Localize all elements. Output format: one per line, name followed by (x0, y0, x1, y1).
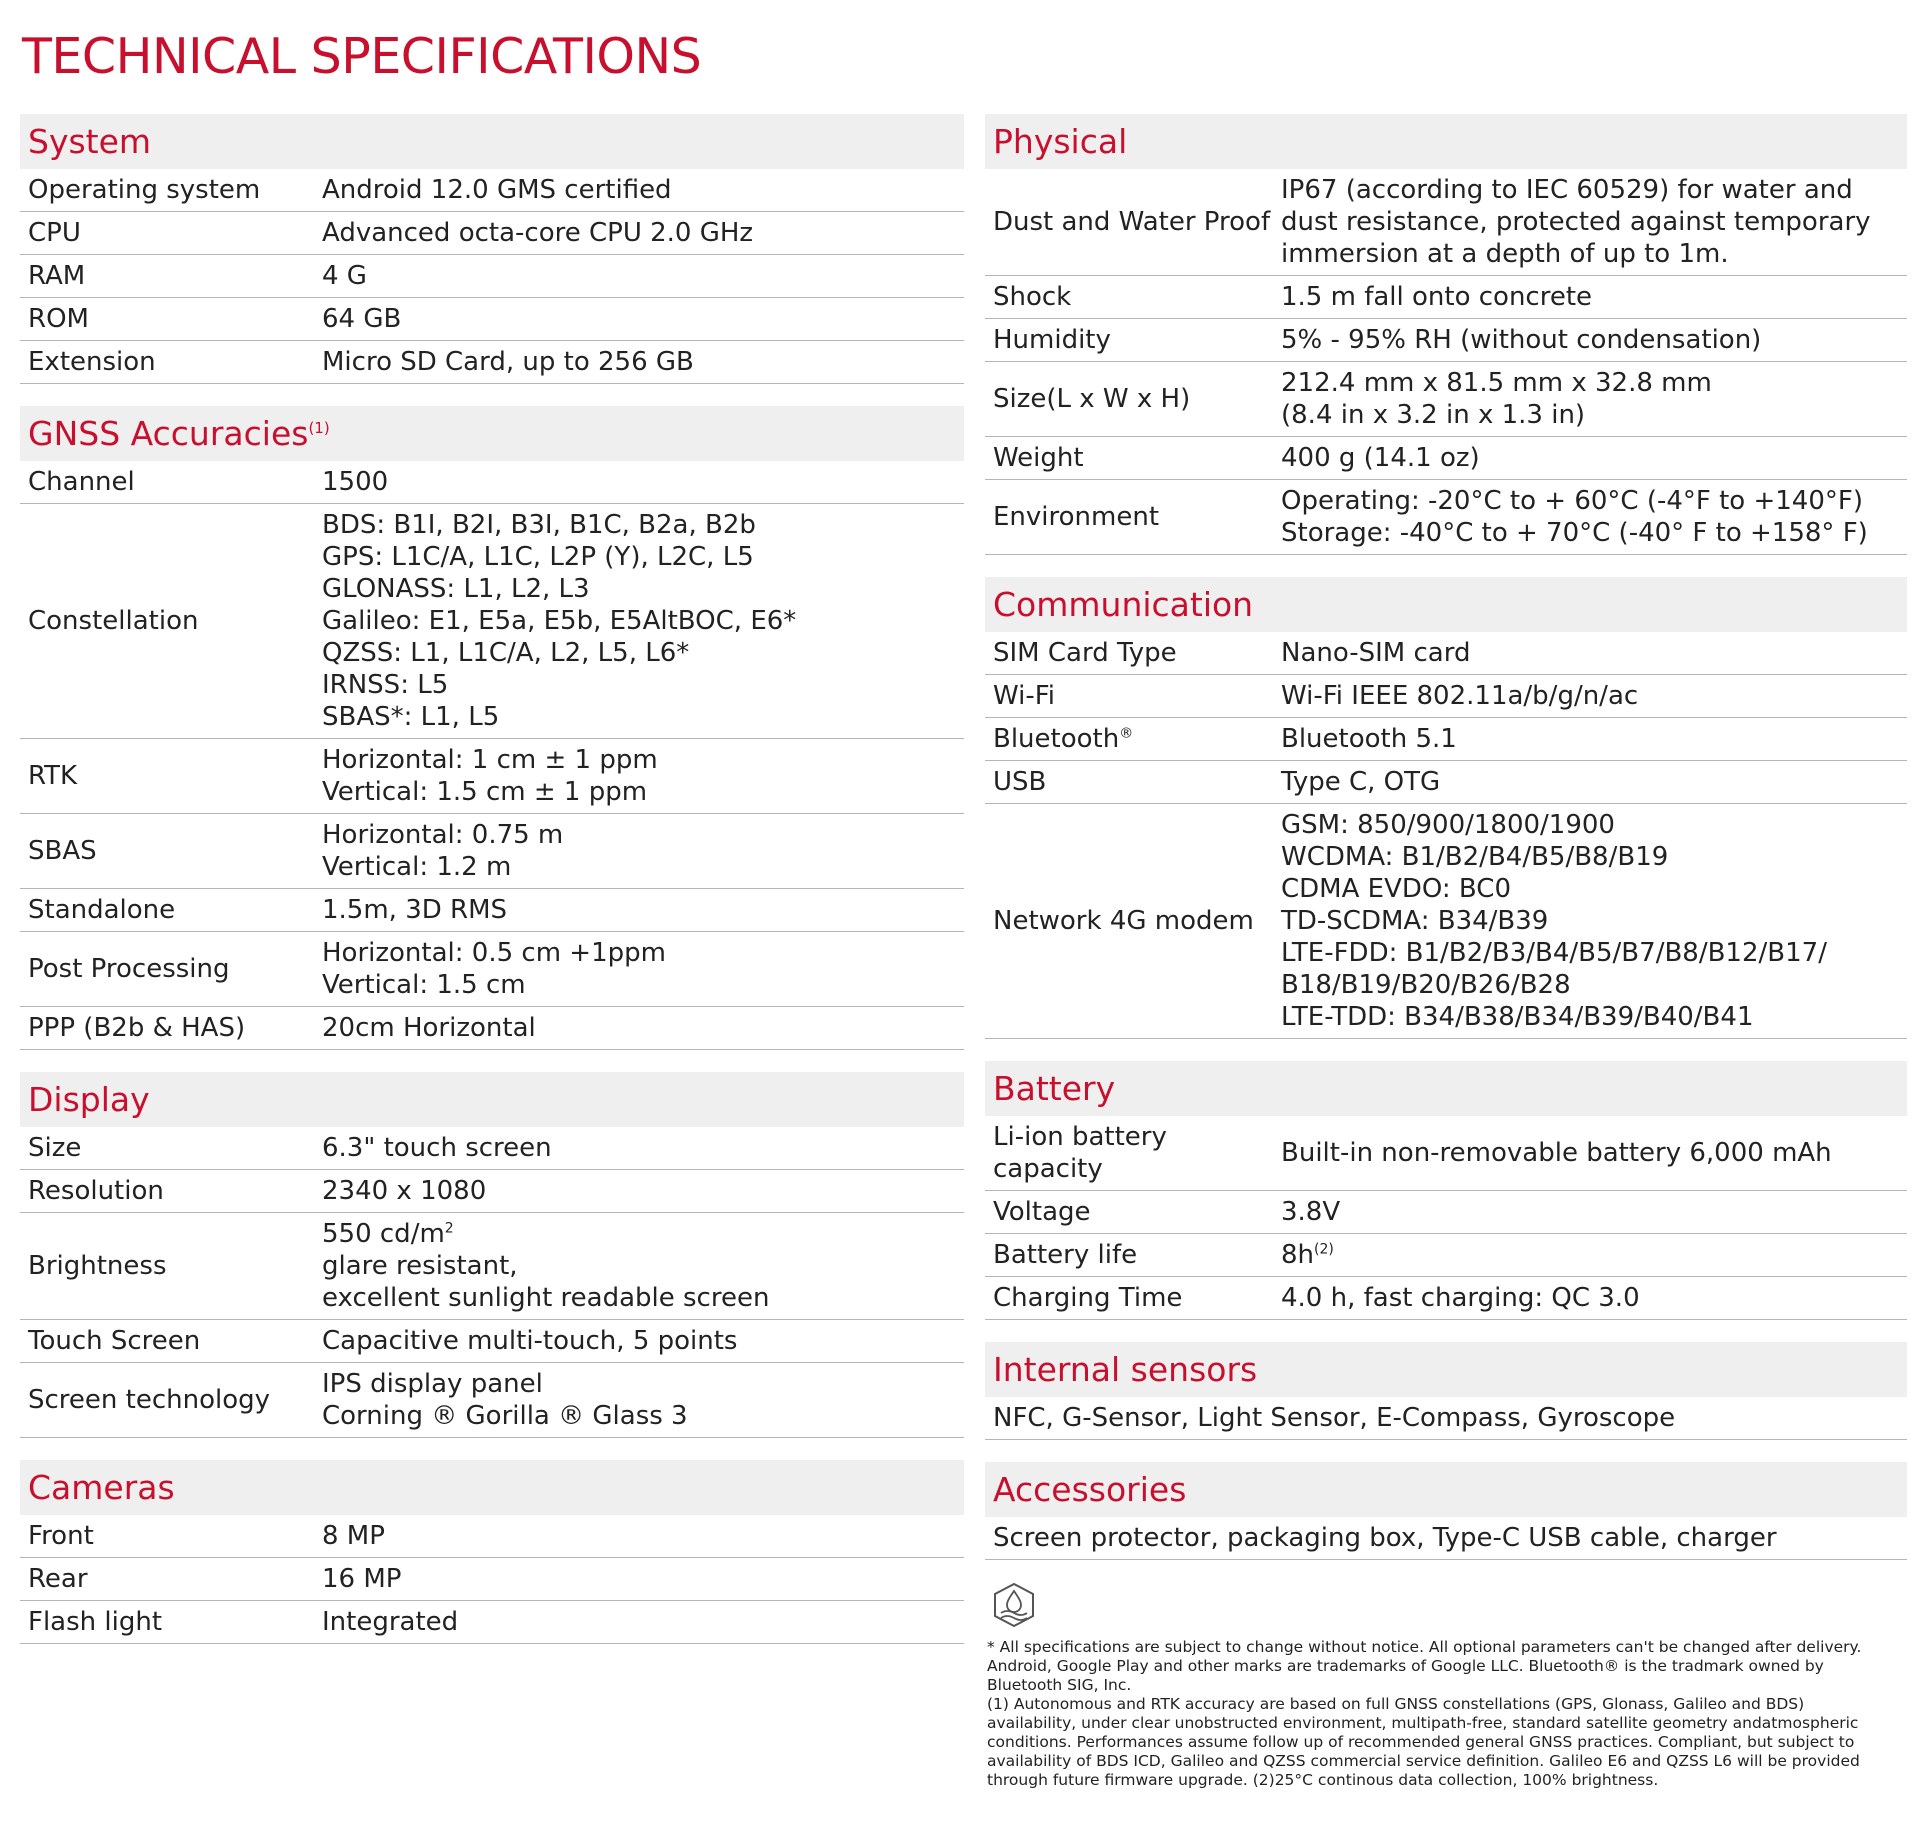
spec-value (322, 1563, 964, 1595)
spec-label (20, 835, 322, 867)
spec-label (20, 894, 322, 926)
spec-value (322, 1175, 964, 1207)
spec-value (1281, 723, 1907, 755)
spec-value-text: Wi-Fi IEEE 802.11a/b/g/n/ac (1281, 681, 1639, 711)
spec-label (985, 1121, 1281, 1185)
spec-row (985, 1234, 1907, 1277)
spec-label (20, 953, 322, 985)
spec-label-text: Front (28, 1521, 94, 1551)
spec-label-text: Extension (28, 347, 156, 377)
spec-value-text: 5% - 95% RH (without condensation) (1281, 325, 1762, 355)
section-header (985, 114, 1907, 169)
spec-label (985, 680, 1281, 712)
spec-label-text: Operating system (28, 175, 261, 205)
section-title-text: GNSS Accuracies (28, 414, 309, 453)
spec-value (322, 937, 964, 1001)
spec-label (985, 324, 1281, 356)
spec-value-text: 1.5 m fall onto concrete (1281, 282, 1593, 312)
spec-value (1281, 809, 1907, 1033)
spec-value (1281, 174, 1907, 270)
spec-label (20, 1250, 322, 1282)
spec-label (20, 217, 322, 249)
spec-row (985, 362, 1907, 437)
spec-row (20, 255, 964, 298)
spec-label (985, 1239, 1281, 1271)
spec-value (322, 1325, 964, 1357)
spec-value-text: 212.4 mm x 81.5 mm x 32.8 mm (8.4 in x 3.2 in x 1.3 in) (1281, 368, 1712, 430)
section-gnss-accuracies (20, 406, 964, 1050)
spec-label (20, 303, 322, 335)
spec-value-text: Horizontal: 0.75 m Vertical: 1.2 m (322, 820, 564, 882)
spec-value-text: 1.5m, 3D RMS (322, 895, 508, 925)
page-title: TECHNICAL SPECIFICATIONS (22, 28, 702, 85)
spec-row (20, 1515, 964, 1558)
section-title (993, 1069, 1115, 1108)
spec-label (985, 442, 1281, 474)
spec-value (322, 346, 964, 378)
spec-label (20, 260, 322, 292)
value-superscript: (2) (1314, 1241, 1334, 1258)
spec-label-text: Flash light (28, 1607, 163, 1637)
right-column (985, 114, 1907, 1790)
spec-value-text: 400 g (14.1 oz) (1281, 443, 1480, 473)
section-title (28, 414, 330, 453)
spec-label-text: CPU (28, 218, 81, 248)
spec-label-text: Post Processing (28, 954, 230, 984)
spec-value-text: Bluetooth 5.1 (1281, 724, 1457, 754)
spec-value-text: 8h (1281, 1240, 1315, 1270)
spec-row (20, 1320, 964, 1363)
spec-row (20, 169, 964, 212)
spec-label (20, 1563, 322, 1595)
spec-value (1281, 766, 1907, 798)
spec-value-text: 64 GB (322, 304, 402, 334)
spec-row (985, 480, 1907, 555)
spec-label-text: Bluetooth (993, 724, 1120, 754)
spec-row (20, 341, 964, 384)
spec-value (322, 744, 964, 808)
spec-value-text: 8 MP (322, 1521, 385, 1551)
spec-value (322, 303, 964, 335)
spec-row (985, 632, 1907, 675)
section-title (28, 1080, 150, 1119)
spec-label-text: RTK (28, 761, 78, 791)
spec-value (1281, 324, 1907, 356)
section-header (20, 114, 964, 169)
spec-value (322, 1012, 964, 1044)
spec-value-text: Micro SD Card, up to 256 GB (322, 347, 694, 377)
spec-label-text: Size(L x W x H) (993, 384, 1191, 414)
spec-label (20, 1606, 322, 1638)
spec-row (985, 1277, 1907, 1320)
spec-value-text: Android 12.0 GMS certified (322, 175, 672, 205)
section-title-text: System (28, 122, 152, 161)
spec-value (322, 1606, 964, 1638)
spec-value-text: 4 G (322, 261, 367, 291)
registered-mark: ® (1119, 725, 1134, 742)
spec-value (322, 894, 964, 926)
section-title (28, 1468, 175, 1507)
spec-value (322, 1218, 964, 1314)
section-title-text: Battery (993, 1069, 1116, 1108)
value-superscript: 2 (444, 1220, 454, 1237)
spec-row (20, 932, 964, 1007)
section-title-text: Display (28, 1080, 150, 1119)
section-title-text: Accessories (993, 1470, 1187, 1509)
section-title-text: Physical (993, 122, 1128, 161)
spec-label (20, 1012, 322, 1044)
spec-label-text: Brightness (28, 1251, 167, 1281)
spec-row (20, 1127, 964, 1170)
spec-label-text: ROM (28, 304, 89, 334)
spec-value (1281, 1282, 1907, 1314)
spec-label (20, 605, 322, 637)
spec-label-text: Shock (993, 282, 1072, 312)
spec-row (20, 889, 964, 932)
spec-label-text: Dust and Water Proof (993, 207, 1271, 237)
spec-label (20, 760, 322, 792)
spec-label (985, 1196, 1281, 1228)
spec-label-text: Wi-Fi (993, 681, 1056, 711)
spec-label (985, 766, 1281, 798)
spec-label (985, 1282, 1281, 1314)
section-title-text: Communication (993, 585, 1254, 624)
spec-value-text: Screen protector, packaging box, Type-C USB cable, charger (993, 1523, 1777, 1553)
spec-value (985, 1402, 1907, 1434)
footnotes (987, 1638, 1887, 1790)
spec-value-text-cont: glare resistant, excellent sunlight readable screen (322, 1251, 770, 1313)
spec-row (20, 739, 964, 814)
spec-value-text: GSM: 850/900/1800/1900 WCDMA: B1/B2/B4/B5/B8/B19 CDMA EVDO: BC0 TD-SCDMA: B34/B39 LTE-FDD: B1/B2/B3/B4/B5/B7/B8/B12/B17/ B18/B19/B20/B26/B28 LTE-TDD: B34/B38/B34/B39/B40/B41 (1281, 810, 1827, 1032)
spec-value-text: 4.0 h, fast charging: QC 3.0 (1281, 1283, 1640, 1313)
spec-value-text: Built-in non-removable battery 6,000 mAh (1281, 1138, 1832, 1168)
spec-value (322, 1368, 964, 1432)
section-title (993, 585, 1253, 624)
spec-label (985, 281, 1281, 313)
spec-row (20, 298, 964, 341)
spec-label (20, 466, 322, 498)
spec-label-text: SIM Card Type (993, 638, 1177, 668)
footnote-marker: (1) (308, 419, 330, 437)
section-header (20, 1072, 964, 1127)
spec-value-text: Horizontal: 0.5 cm +1ppm Vertical: 1.5 cm (322, 938, 666, 1000)
spec-label (20, 1384, 322, 1416)
spec-row (985, 319, 1907, 362)
spec-value (1281, 485, 1907, 549)
section-header (985, 1462, 1907, 1517)
spec-value-text: Nano-SIM card (1281, 638, 1471, 668)
spec-value-text: Type C, OTG (1281, 767, 1441, 797)
spec-value (1281, 1239, 1907, 1271)
right-sections (985, 114, 1907, 1560)
section-battery (985, 1061, 1907, 1320)
spec-label (985, 905, 1281, 937)
spec-value (322, 1132, 964, 1164)
spec-row (985, 1397, 1907, 1440)
spec-value-text: IP67 (according to IEC 60529) for water and dust resistance, protected against temporary immersion at a depth of up to 1m. (1281, 175, 1871, 269)
spec-value-text: 1500 (322, 467, 389, 497)
spec-label-text: Humidity (993, 325, 1111, 355)
spec-value-text: NFC, G-Sensor, Light Sensor, E-Compass, Gyroscope (993, 1403, 1676, 1433)
ip-rating-badge-icon (991, 1582, 1037, 1628)
spec-label (985, 206, 1281, 238)
spec-label (20, 346, 322, 378)
section-header (985, 577, 1907, 632)
spec-row (985, 718, 1907, 761)
spec-label (20, 174, 322, 206)
spec-label-text: Channel (28, 467, 135, 497)
spec-value (322, 466, 964, 498)
section-internal-sensors (985, 1342, 1907, 1440)
footnote-accuracy: (1) Autonomous and RTK accuracy are based on full GNSS constellations (GPS, Glonass, Galileo and BDS) availability, under clear unobstructed environment, multipath-free, standard satellite geometry andatmospheric conditions. Performances assume follow up of recommended general GNSS practices. Compliant, but subject to availability of BDS ICD, Galileo and QZSS commercial service definition. Galileo E6 and QZSS L6 will be provided through future firmware upgrade. (2)25°C continous data collection, 100% brightness. (987, 1695, 1860, 1789)
spec-row (20, 814, 964, 889)
spec-value-text: Horizontal: 1 cm ± 1 ppm Vertical: 1.5 cm ± 1 ppm (322, 745, 658, 807)
spec-label-text: Resolution (28, 1176, 164, 1206)
spec-row (20, 1601, 964, 1644)
spec-label-text: SBAS (28, 836, 97, 866)
spec-label-text: Rear (28, 1564, 88, 1594)
spec-value-text: Operating: -20°C to + 60°C (-4°F to +140°F) Storage: -40°C to + 70°C (-40° F to +158° F) (1281, 486, 1868, 548)
spec-row (985, 1116, 1907, 1191)
spec-label (985, 501, 1281, 533)
spec-label (985, 723, 1281, 755)
spec-value (1281, 1137, 1907, 1169)
section-cameras (20, 1460, 964, 1644)
spec-value-text: Capacitive multi-touch, 5 points (322, 1326, 738, 1356)
spec-label-text: Charging Time (993, 1283, 1183, 1313)
section-header (20, 1460, 964, 1515)
footnote-general: * All specifications are subject to change without notice. All optional parameters can't be changed after delivery. Android, Google Play and other marks are trademarks of Google LLC. Bluetooth® is the tradmark owned by Bluetooth SIG, Inc. (987, 1638, 1862, 1694)
section-title-text: Cameras (28, 1468, 175, 1507)
spec-value (1281, 1196, 1907, 1228)
section-header (985, 1342, 1907, 1397)
spec-label (985, 383, 1281, 415)
section-header (20, 406, 964, 461)
spec-row (985, 169, 1907, 276)
spec-label-text: USB (993, 767, 1047, 797)
spec-value-text: Advanced octa-core CPU 2.0 GHz (322, 218, 754, 248)
spec-value-text: 6.3" touch screen (322, 1133, 552, 1163)
spec-value-text: 3.8V (1281, 1197, 1341, 1227)
spec-value-text: 16 MP (322, 1564, 402, 1594)
spec-label-text: Standalone (28, 895, 176, 925)
section-display (20, 1072, 964, 1438)
spec-label (20, 1325, 322, 1357)
section-title (993, 1350, 1257, 1389)
spec-label-text: Screen technology (28, 1385, 271, 1415)
spec-value (322, 1520, 964, 1552)
section-accessories (985, 1462, 1907, 1560)
spec-row (985, 804, 1907, 1039)
section-title (993, 1470, 1186, 1509)
section-title (993, 122, 1127, 161)
spec-value (322, 819, 964, 883)
spec-row (20, 461, 964, 504)
spec-value (1281, 367, 1907, 431)
spec-row (20, 1363, 964, 1438)
spec-value (1281, 281, 1907, 313)
spec-value (322, 509, 964, 733)
spec-value-text: Integrated (322, 1607, 459, 1637)
section-title (28, 122, 151, 161)
spec-label (985, 637, 1281, 669)
spec-row (985, 437, 1907, 480)
spec-value-text: 20cm Horizontal (322, 1013, 536, 1043)
spec-value (1281, 680, 1907, 712)
spec-value (322, 217, 964, 249)
spec-label-text: Constellation (28, 606, 199, 636)
spec-label-text: Voltage (993, 1197, 1091, 1227)
spec-label (20, 1175, 322, 1207)
spec-row (20, 1170, 964, 1213)
section-physical (985, 114, 1907, 555)
section-title-text: Internal sensors (993, 1350, 1258, 1389)
spec-value (1281, 442, 1907, 474)
spec-row (985, 1191, 1907, 1234)
spec-row (985, 761, 1907, 804)
section-communication (985, 577, 1907, 1039)
spec-value-text: 2340 x 1080 (322, 1176, 487, 1206)
spec-label-text: RAM (28, 261, 86, 291)
spec-label-text: Touch Screen (28, 1326, 201, 1356)
spec-label-text: Environment (993, 502, 1160, 532)
spec-value-text: IPS display panel Corning ® Gorilla ® Glass 3 (322, 1369, 688, 1431)
spec-label (20, 1520, 322, 1552)
spec-row (20, 504, 964, 739)
section-system (20, 114, 964, 384)
spec-value (1281, 637, 1907, 669)
spec-row (985, 1517, 1907, 1560)
spec-value (322, 260, 964, 292)
section-header (985, 1061, 1907, 1116)
spec-label-text: Li-ion battery capacity (993, 1122, 1167, 1184)
spec-row (985, 675, 1907, 718)
spec-row (20, 1007, 964, 1050)
spec-label-text: Battery life (993, 1240, 1138, 1270)
left-column (20, 114, 964, 1666)
spec-row (20, 1558, 964, 1601)
spec-label-text: PPP (B2b & HAS) (28, 1013, 246, 1043)
spec-row (985, 276, 1907, 319)
spec-label (20, 1132, 322, 1164)
spec-row (20, 1213, 964, 1320)
spec-value (985, 1522, 1907, 1554)
spec-label-text: Weight (993, 443, 1084, 473)
spec-label-text: Network 4G modem (993, 906, 1254, 936)
spec-value (322, 174, 964, 206)
spec-row (20, 212, 964, 255)
spec-value-text: 550 cd/m (322, 1219, 445, 1249)
spec-label-text: Size (28, 1133, 82, 1163)
spec-value-text: BDS: B1I, B2I, B3I, B1C, B2a, B2b GPS: L1C/A, L1C, L2P (Y), L2C, L5 GLONASS: L1, L2, L3 Galileo: E1, E5a, E5b, E5AltBOC, E6* QZSS: L1, L1C/A, L2, L5, L6* IRNSS: L5 SBAS*: L1, L5 (322, 510, 797, 732)
